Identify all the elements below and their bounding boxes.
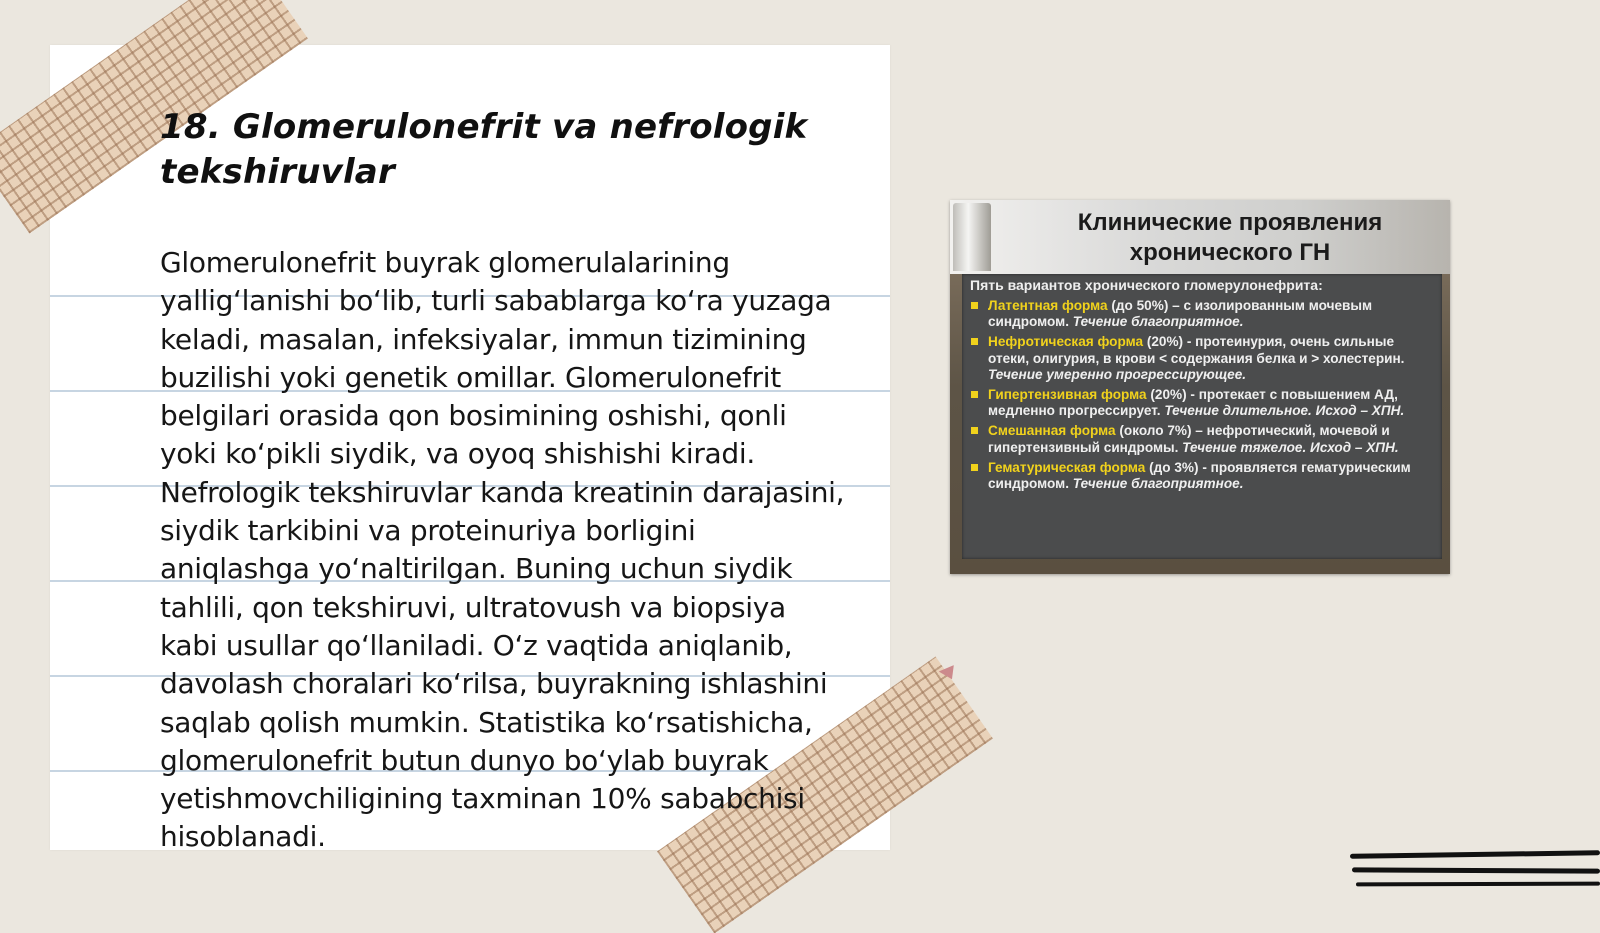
list-item: Нефротическая форма (20%) - протеинурия, очень сильные отеки, олигурия, в крови < содержания белка и > холестерин. Течение умеренно прогрессирующее. [968,334,1438,383]
list-item: Смешанная форма (около 7%) – нефротический, мочевой и гипертензивный синдромы. Течение тяжелое. Исход – ХПН. [968,423,1438,455]
embedded-slide-image [950,200,1450,574]
slide-image-intro: Пять вариантов хронического гломерулонефрита: [970,277,1323,293]
slide-image-panel [962,274,1442,559]
square-bullet-icon [971,302,978,309]
list-item: Гипертензивная форма (20%) - протекает с повышением АД, медленно прогрессирует. Течение длительное. Исход – ХПН. [968,387,1438,419]
body-paragraph: Glomerulonefrit buyrak glomerulalarining yallig‘lanishi bo‘lib, turli sabablarga ko‘ra yuzaga keladi, masalan, infeksiyalar, immun tizimining buzilishi yoki genetik omillar. Glomerulonefrit belgilari orasida qon bosimining oshishi, qonli yoki ko‘pikli siydik, va oyoq shishishi kiradi. Nefrologik tekshiruvlar kanda kreatinin darajasini, siydik tarkibini va proteinuriya borligini aniqlashga yo‘naltirilgan. Buning uchun siydik tahlili, qon tekshiruvi, ultratovush va biopsiya kabi usullar qo‘llaniladi. O‘z vaqtida aniqlanib, davolash choralari ko‘rilsa, buyrakning ishlashini saqlab qolish mumkin. Statistika ko‘rsatishicha, glomerulonefrit butun dunyo bo‘ylab buyrak yetishmovchiligining taxminan 10% sababchisi hisoblanadi. [160,246,845,854]
slide-title: 18. Glomerulonefrit va nefrologik tekshiruvlar [160,107,808,192]
square-bullet-icon [971,391,978,398]
list-item: Латентная форма (до 50%) – с изолированным мочевым синдромом. Течение благоприятное. [968,298,1438,330]
square-bullet-icon [971,427,978,434]
decorative-scribble-line [1350,850,1600,858]
slide-image-header [950,200,1450,274]
slide-image-heading [1010,208,1450,268]
list-item: Гематурическая форма (до 3%) - проявляется гематурическим синдромом. Течение благоприятное. [968,460,1438,492]
column-pillar-icon [953,203,991,271]
decorative-scribble-line [1356,882,1600,887]
slide-image-heading-line1: Клинические проявления [1077,209,1383,236]
slide-image-heading-line2: хронического ГН [1129,239,1331,266]
square-bullet-icon [971,338,978,345]
slide-image-list [968,298,1438,496]
decorative-scribble-line [1352,867,1600,873]
tape-tip [939,662,960,683]
square-bullet-icon [971,464,978,471]
